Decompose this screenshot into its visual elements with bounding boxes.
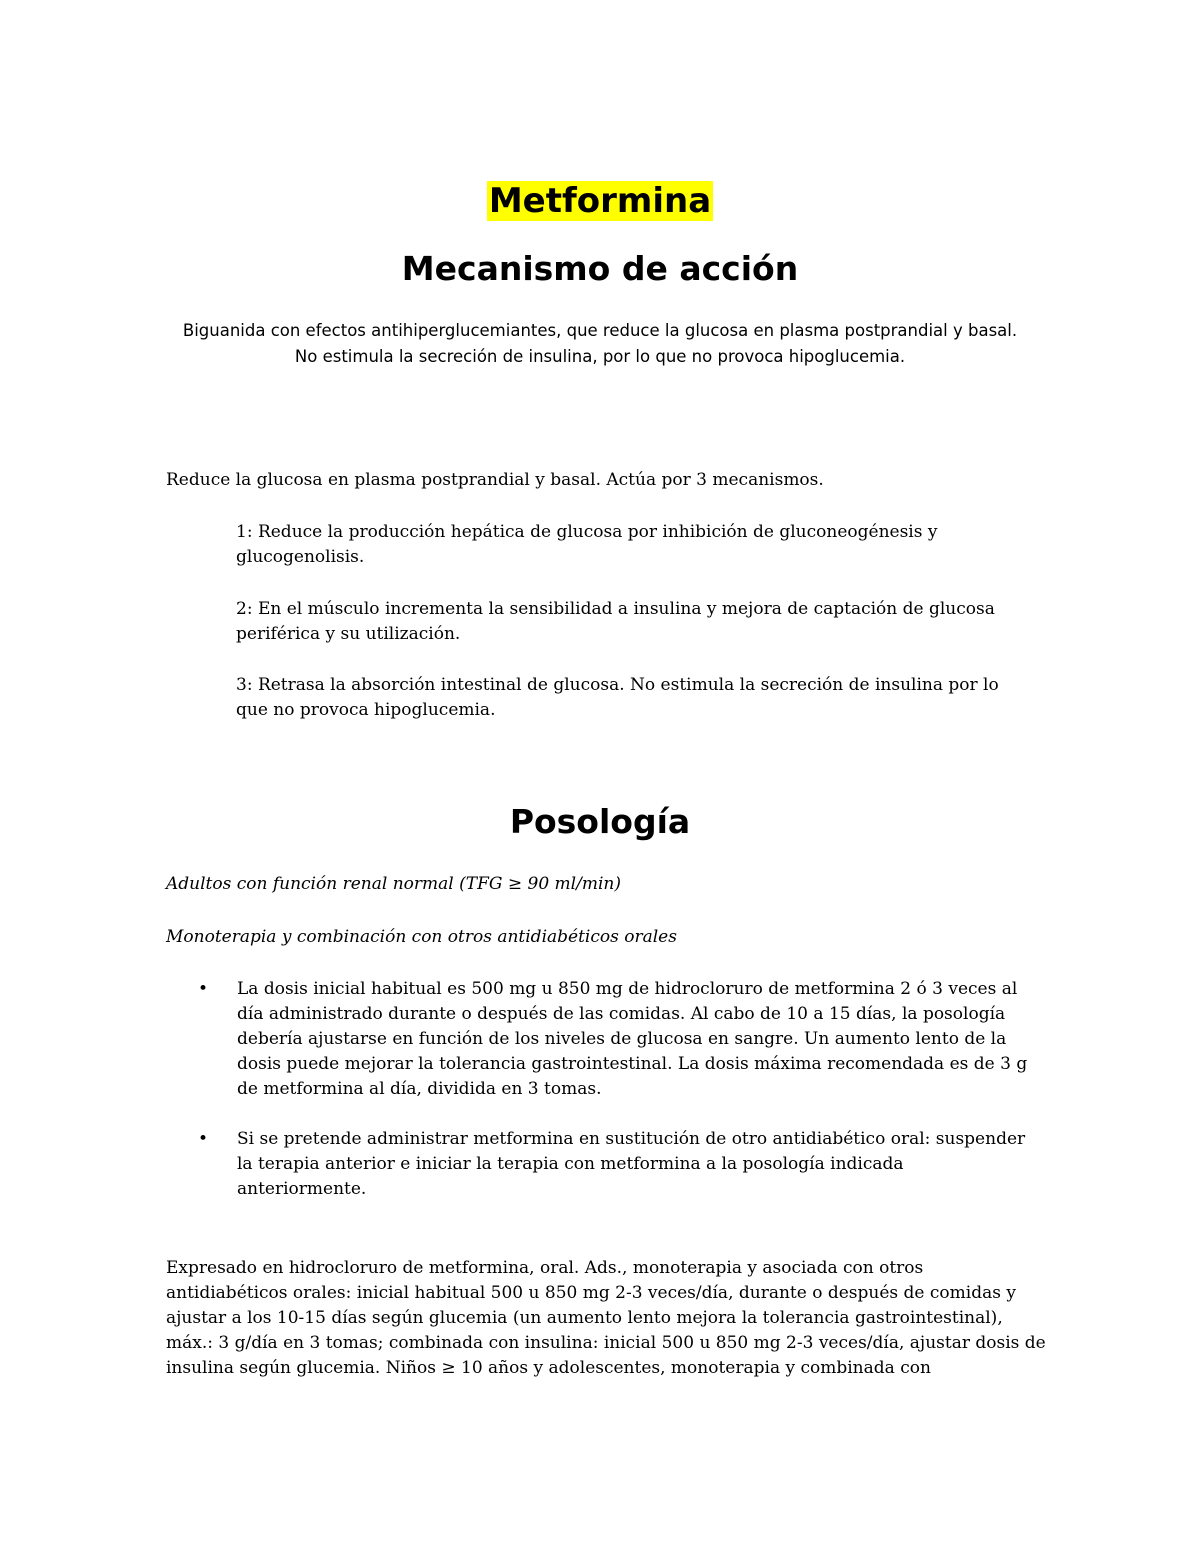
posology-heading: Posología bbox=[509, 802, 691, 841]
monotherapy-label: Monoterapia y combinación con otros antidiabéticos orales bbox=[166, 927, 677, 947]
adults-label: Adultos con función renal normal (TFG ≥ 90 ml/min) bbox=[166, 874, 621, 894]
mechanism-item-3: 3: Retrasa la absorción intestinal de glucosa. No estimula la secreción de insulina por lo que no provoca hipoglucemia. bbox=[236, 675, 999, 720]
mechanism-item-1: 1: Reduce la producción hepática de glucosa por inhibición de gluconeogénesis y glucogenolisis. bbox=[236, 522, 938, 567]
bullet-text-2: Si se pretende administrar metformina en sustitución de otro antidiabético oral: suspender la terapia anterior e iniciar la terapia con metformina a la posología indicada anteriormente. bbox=[237, 1129, 1026, 1199]
document-title bbox=[0, 176, 1200, 226]
expressed-paragraph: Expresado en hidrocloruro de metformina, oral. Ads., monoterapia y asociada con otros antidiabéticos orales: inicial habitual 500 u 850 mg 2-3 veces/día, durante o después de comidas y ajustar a los 10-15 días según glucemia (un aumento lento mejora la tolerancia gastrointestinal), máx.: 3 g/día en 3 tomas; combinada con insulina: inicial 500 u 850 mg 2-3 veces/día, ajustar dosis de insulina según glucemia. Niños ≥ 10 años y adolescentes, monoterapia y combinada con bbox=[166, 1258, 1046, 1378]
mechanism-heading: Mecanismo de acción bbox=[401, 249, 799, 288]
mechanism-item-2: 2: En el músculo incrementa la sensibilidad a insulina y mejora de captación de glucosa periférica y su utilización. bbox=[236, 599, 995, 644]
mechanism-intro: Biguanida con efectos antihiperglucemiantes, que reduce la glucosa en plasma postprandial y basal. No estimula la secreción de insulina, por lo que no provoca hipoglucemia. bbox=[182, 321, 1018, 366]
mechanism-summary: Reduce la glucosa en plasma postprandial y basal. Actúa por 3 mecanismos. bbox=[166, 470, 824, 490]
document-title-text: Metformina bbox=[488, 181, 712, 221]
bullet-text-1: La dosis inicial habitual es 500 mg u 850 mg de hidrocloruro de metformina 2 ó 3 veces al día administrado durante o después de las comidas. Al cabo de 10 a 15 días, la posología debería ajustarse en función de los niveles de glucosa en sangre. Un aumento lento de la dosis puede mejorar la tolerancia gastrointestinal. La dosis máxima recomendada es de 3 g de metformina al día, dividida en 3 tomas. bbox=[237, 979, 1028, 1099]
bullet-icon: • bbox=[198, 979, 209, 999]
bullet-icon: • bbox=[198, 1129, 209, 1149]
